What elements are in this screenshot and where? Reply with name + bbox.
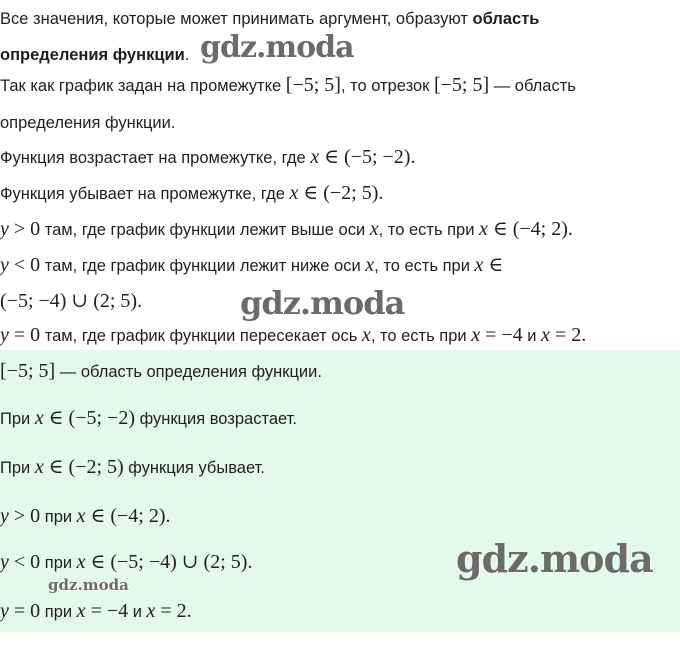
negative-line — [0, 254, 503, 277]
period: . — [184, 46, 190, 64]
positive-line — [0, 218, 573, 241]
var-x: x — [289, 182, 299, 204]
answer-zero-value-1: = −4 — [85, 600, 129, 622]
zero-value-1: = −4 — [480, 324, 523, 346]
var-y: y — [0, 218, 9, 240]
decreasing-text: Функция убывает на промежутке, где — [0, 185, 290, 203]
graph-interval-line-cont — [0, 112, 175, 134]
definition-line-2 — [0, 44, 189, 66]
var-x: x — [310, 146, 320, 168]
definition-line-1 — [0, 8, 539, 30]
answer-pre: при — [40, 603, 77, 621]
watermark: gdz.moda — [456, 536, 653, 581]
answer-domain-line — [0, 360, 322, 383]
graph-text: Так как график задан на промежутке — [0, 77, 286, 95]
var-x: x — [471, 324, 481, 346]
answer-positive-math: ∈ (−4; 2). — [85, 505, 171, 527]
var-y: y — [0, 254, 9, 276]
increasing-text: Функция возрастает на промежутке, где — [0, 149, 311, 167]
answer-pre: При — [0, 459, 35, 477]
zero-text-2: , то есть при — [370, 327, 472, 345]
negative-text: там, где график функции лежит ниже оси — [40, 257, 366, 275]
var-x: x — [541, 324, 550, 346]
var-x: x — [474, 254, 484, 276]
answer-positive-line — [0, 505, 171, 528]
graph-interval-line — [0, 74, 576, 97]
var-x: x — [76, 505, 86, 527]
decreasing-math: ∈ (−2; 5). — [298, 182, 384, 204]
answer-decreasing-math: ∈ (−2; 5) — [43, 456, 124, 478]
answer-zero-cond: = 0 — [8, 600, 41, 622]
var-y: y — [0, 505, 9, 527]
answer-zero-line — [0, 600, 192, 623]
answer-decreasing-line — [0, 456, 265, 479]
answer-negative-math: ∈ (−5; −4) ∪ (2; 5). — [85, 551, 253, 573]
answer-negative-cond: < 0 — [8, 551, 41, 573]
negative-line-cont — [0, 290, 142, 313]
positive-math: ∈ (−4; 2). — [487, 218, 573, 240]
negative-math-cont: (−5; −4) ∪ (2; 5). — [0, 290, 143, 312]
zero-value-2: = 2. — [549, 324, 587, 346]
increasing-line — [0, 146, 415, 169]
positive-cond: > 0 — [8, 218, 41, 240]
zero-text: там, где график функции пересекает ось — [40, 327, 362, 345]
answer-box — [0, 350, 680, 632]
watermark: gdz.moda — [48, 576, 129, 594]
axis-x: x — [361, 324, 371, 346]
domain-term-cont: определения функции — [0, 46, 185, 64]
watermark: gdz.moda — [240, 284, 405, 322]
answer-increasing-math: ∈ (−5; −2) — [43, 407, 135, 429]
graph-text-post: — область — [489, 77, 576, 95]
answer-negative-line — [0, 551, 252, 574]
definition-text: Все значения, которые может принимать аргумент, образуют — [0, 10, 473, 28]
decreasing-line — [0, 182, 383, 205]
var-x: x — [34, 456, 44, 478]
var-x: x — [479, 218, 488, 240]
var-x: x — [76, 551, 86, 573]
increasing-math: ∈ (−5; −2). — [319, 146, 416, 168]
axis-x: x — [369, 218, 379, 240]
axis-x: x — [365, 254, 375, 276]
var-y: y — [0, 600, 9, 622]
answer-decreasing-text: функция убывает. — [123, 459, 265, 477]
negative-math: ∈ — [483, 254, 504, 276]
var-x: x — [146, 600, 156, 622]
interval-math: [−5; 5] — [285, 74, 341, 96]
zero-cond: = 0 — [8, 324, 41, 346]
conj: и — [522, 327, 542, 345]
answer-increasing-text: функция возрастает. — [134, 410, 297, 428]
answer-positive-cond: > 0 — [8, 505, 41, 527]
answer-domain-math: [−5; 5] — [0, 360, 56, 382]
negative-text-2: , то есть при — [374, 257, 475, 275]
segment-math: [−5; 5] — [433, 74, 490, 96]
answer-pre: При — [0, 410, 35, 428]
domain-term: область — [472, 10, 540, 28]
zero-line — [0, 324, 586, 347]
watermark: gdz.moda — [200, 30, 354, 65]
answer-pre: при — [40, 508, 77, 526]
graph-text-cont: определения функции. — [0, 114, 176, 132]
var-y: y — [0, 324, 9, 346]
answer-domain-text: — область определения функции. — [55, 363, 322, 381]
positive-text: там, где график функции лежит выше оси — [40, 221, 370, 239]
negative-cond: < 0 — [8, 254, 41, 276]
var-x: x — [76, 600, 86, 622]
conj: и — [128, 603, 147, 621]
var-y: y — [0, 551, 9, 573]
var-x: x — [34, 407, 44, 429]
positive-text-2: , то есть при — [378, 221, 480, 239]
graph-text-mid: , то отрезок — [340, 77, 434, 95]
answer-zero-value-2: = 2. — [155, 600, 192, 622]
answer-increasing-line — [0, 407, 297, 430]
answer-pre: при — [40, 554, 77, 572]
